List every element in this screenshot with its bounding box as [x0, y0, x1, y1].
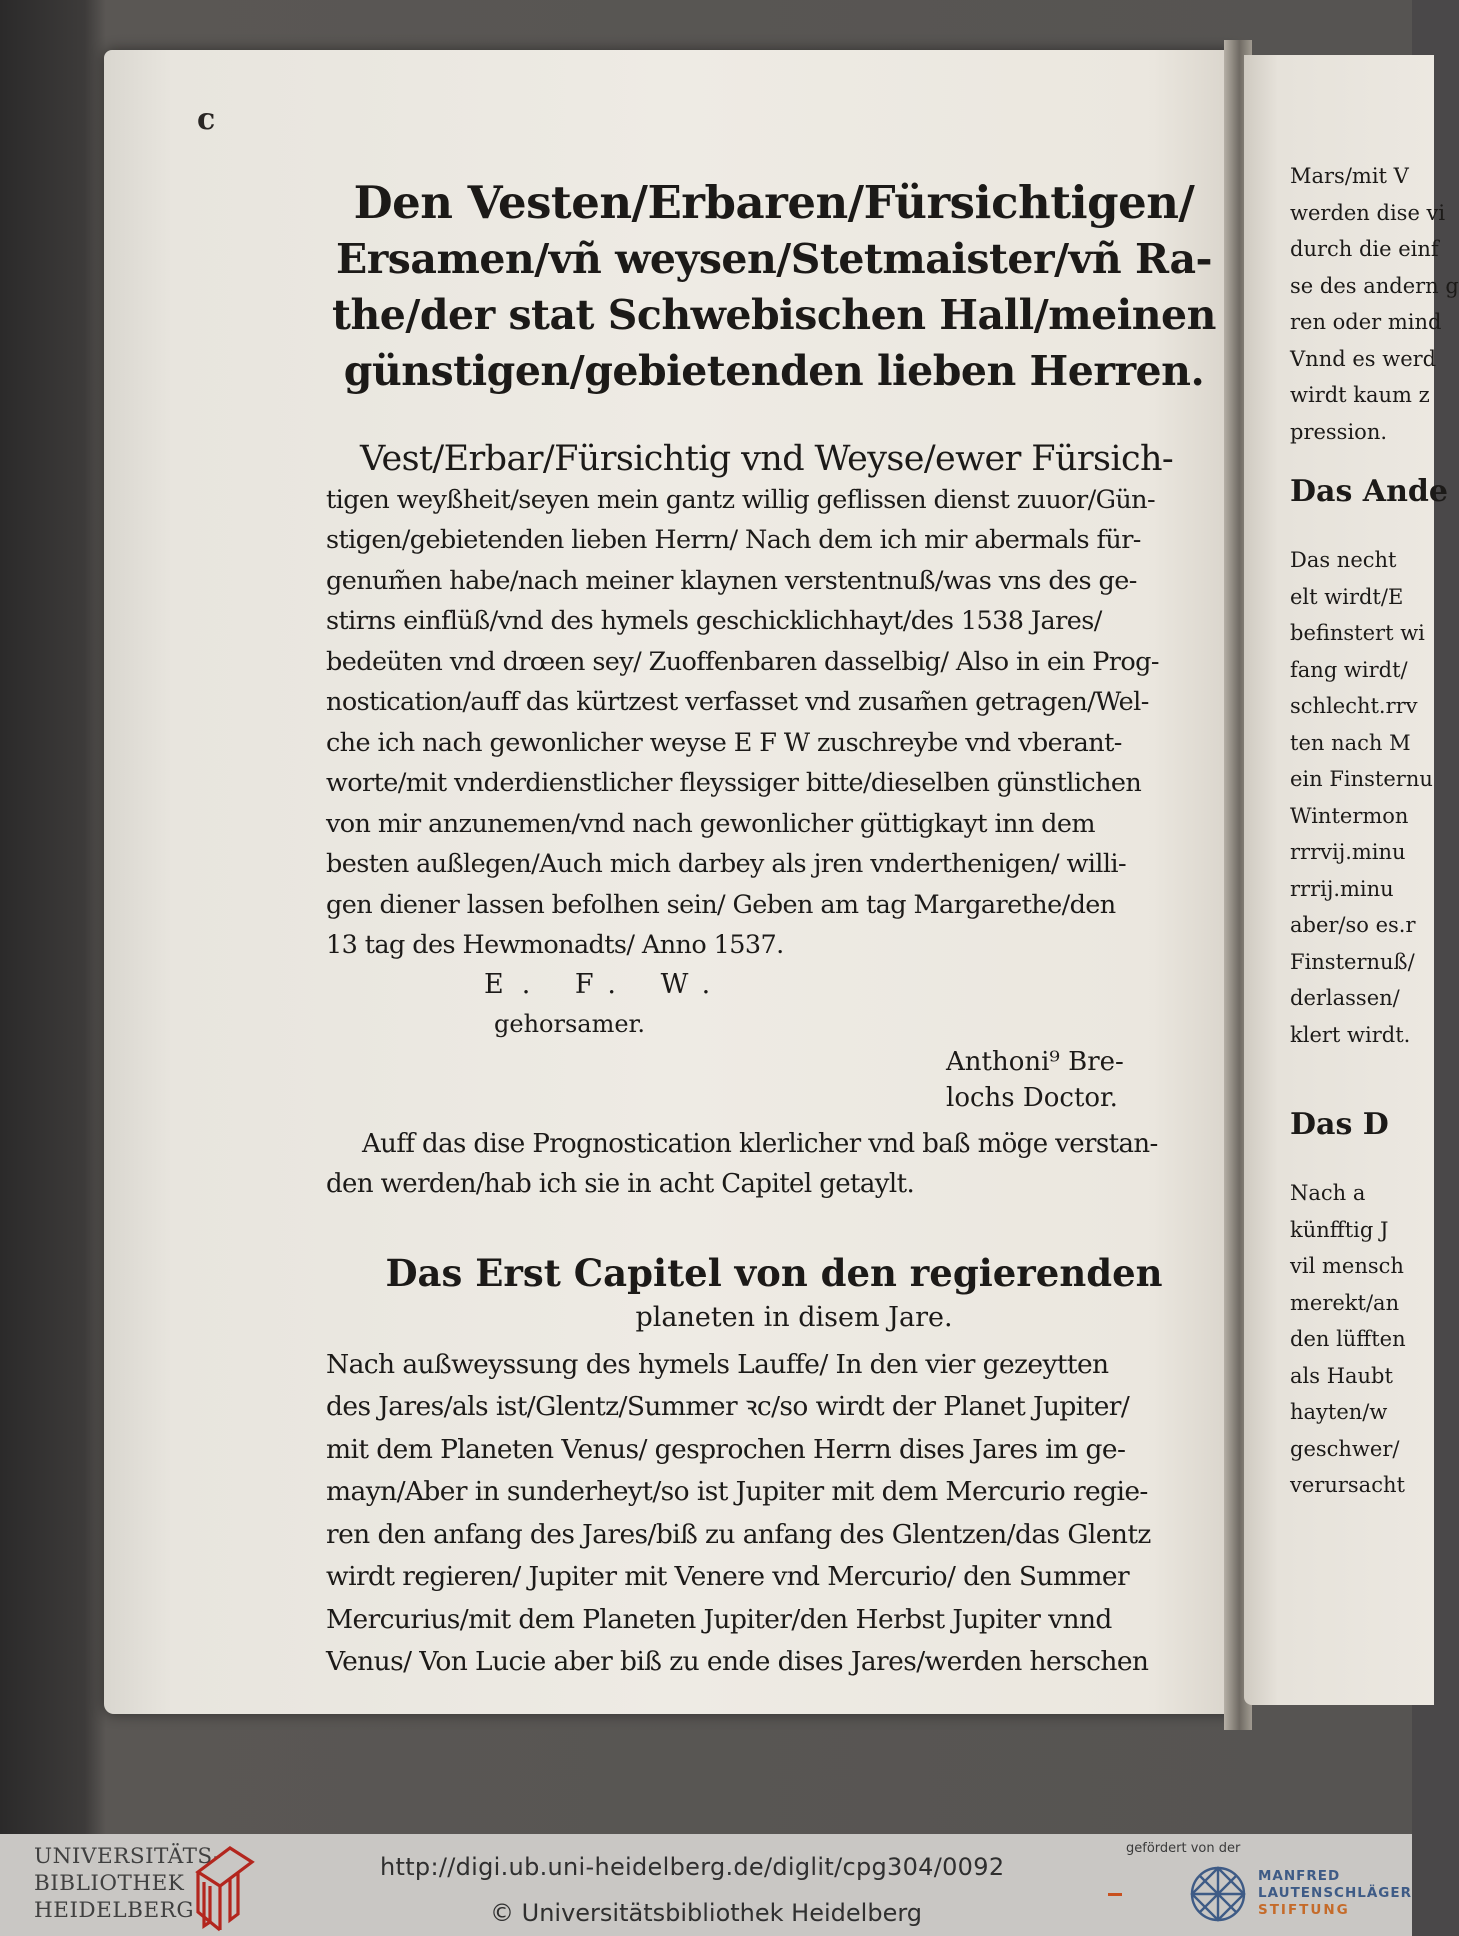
- funded-by-label: gefördert von der: [1126, 1841, 1241, 1856]
- letter-line: che ich nach gewonlicher weyse E F W zuschreybe vnd vberant-: [326, 727, 1122, 758]
- separator-dash: [1108, 1893, 1122, 1896]
- letter-line: genum̃en habe/nach meiner klaynen verstentnuß/was vns des ge-: [326, 565, 1137, 596]
- signature-author-line: Anthoni⁹ Bre-: [946, 1046, 1124, 1077]
- facing-line: elt wirdt/E: [1290, 584, 1404, 609]
- facing-line: Das necht: [1290, 548, 1397, 572]
- facing-heading: Das D: [1290, 1107, 1389, 1142]
- division-note: [326, 1124, 1222, 1204]
- chapter-body: [326, 1344, 1222, 1684]
- copyright-notice: © Universitätsbibliothek Heidelberg: [490, 1899, 923, 1927]
- letter-line: gen diener lassen befolhen sein/ Geben am tag Margarethe/den: [326, 889, 1116, 920]
- foundation-emblem-icon[interactable]: [1186, 1862, 1250, 1926]
- dedication: [326, 175, 1222, 399]
- signature-obedient: gehorsamer.: [494, 1009, 645, 1038]
- left-page-text: [326, 175, 1222, 1684]
- letter-line: besten außlegen/Auch mich darbey als jren vnderthenigen/ willi-: [326, 849, 1126, 879]
- facing-line: aber/so es.r: [1290, 913, 1416, 937]
- facing-line: geschwer/: [1290, 1436, 1400, 1461]
- facing-line: Mars/mit V: [1290, 164, 1409, 188]
- facing-line: Wintermon: [1290, 803, 1409, 828]
- library-emblem-icon[interactable]: [190, 1842, 260, 1932]
- letter-line: bedeüten vnd drœen sey/ Zuoffenbaren dasselbig/ Also in ein Prog-: [326, 646, 1159, 677]
- dedication-line: Den Vesten/Erbaren/Fürsichtigen/: [353, 176, 1195, 229]
- facing-line: durch die einf: [1290, 237, 1439, 261]
- letter-line: tigen weyßheit/seyen mein gantz willig geflissen dienst zuuor/Gün-: [326, 484, 1156, 515]
- signature-author-line: lochs Doctor.: [946, 1082, 1118, 1113]
- note-line: Auff das dise Prognostication klerlicher vnd baß möge verstan-: [362, 1128, 1158, 1159]
- facing-heading: Das Ande: [1290, 474, 1448, 509]
- letter-body: [326, 439, 1222, 966]
- facing-line: rrrij.minu: [1290, 876, 1394, 901]
- facing-line: klert wirdt.: [1290, 1022, 1411, 1047]
- dedication-line: günstigen/gebietenden lieben Herren.: [343, 347, 1205, 395]
- facing-line: verursacht: [1290, 1473, 1405, 1497]
- facing-line: ein Finsternu: [1290, 767, 1433, 791]
- facing-line: pression.: [1290, 419, 1388, 444]
- chapter-line: des Jares/als ist/Glentz/Summer ꝛc/so wirdt der Planet Jupiter/: [326, 1391, 1130, 1422]
- facing-line: vil mensch: [1290, 1254, 1404, 1278]
- facing-line: ten nach M: [1290, 730, 1411, 755]
- permalink-url[interactable]: http://digi.ub.uni-heidelberg.de/diglit/cpg304/0092: [380, 1853, 1005, 1881]
- letter-line: Vest/Erbar/Fürsichtig vnd Weyse/ewer Fürsich-: [360, 439, 1174, 479]
- chapter-line: mit dem Planeten Venus/ gesprochen Herrn dises Jares im ge-: [326, 1433, 1126, 1465]
- chapter-line: ren den anfang des Jares/biß zu anfang des Glentzen/das Glentz: [326, 1518, 1151, 1550]
- library-name-line: UNIVERSITÄTS-: [34, 1844, 222, 1869]
- facing-line: derlassen/: [1290, 986, 1400, 1010]
- facing-line: wirdt kaum z: [1290, 383, 1430, 407]
- chapter-line: Mercurius/mit dem Planeten Jupiter/den Herbst Jupiter vnnd: [326, 1603, 1112, 1635]
- facing-line: Finsternuß/: [1290, 949, 1415, 974]
- letter-line: worte/mit vnderdienstlicher fleyssiger bitte/dieselben günstlichen: [326, 768, 1142, 798]
- facing-line: hayten/w: [1290, 1400, 1388, 1424]
- chapter-line: wirdt regieren/ Jupiter mit Venere vnd Mercurio/ den Summer: [326, 1561, 1130, 1592]
- facing-line: den lüfften: [1290, 1327, 1406, 1351]
- dedication-line: the/der stat Schwebischen Hall/meinen: [332, 291, 1216, 339]
- facing-line: merekt/an: [1290, 1290, 1400, 1315]
- facing-top-lines: [1290, 158, 1459, 450]
- chapter-line: Nach außweyssung des hymels Lauffe/ In den vier gezeytten: [326, 1348, 1109, 1380]
- facing-line: als Haubt: [1290, 1363, 1393, 1388]
- chapter-title: Das Erst Capitel von den regierenden: [385, 1250, 1163, 1295]
- letter-line: von mir anzunemen/vnd nach gewonlicher güttigkayt inn dem: [326, 808, 1095, 839]
- foundation-name[interactable]: [1258, 1868, 1412, 1919]
- facing-line: Vnnd es werd: [1290, 346, 1437, 371]
- chapter-subtitle: planeten in disem Jare.: [635, 1301, 953, 1333]
- margin-mark: c: [197, 102, 216, 137]
- foundation-name-line: LAUTENSCHLÄGER: [1258, 1885, 1413, 1901]
- letter-line: 13 tag des Hewmonadts/ Anno 1537.: [326, 930, 784, 960]
- chapter-line: Venus/ Von Lucie aber biß zu ende dises Jares/werden herschen: [326, 1646, 1149, 1677]
- facing-line: se des andern g: [1290, 273, 1459, 298]
- foundation-name-line: STIFTUNG: [1258, 1902, 1350, 1918]
- facing-line: werden dise vi: [1290, 200, 1446, 225]
- library-name-line: BIBLIOTHEK: [34, 1871, 185, 1896]
- chapter-line: mayn/Aber in sunderheyt/so ist Jupiter mit dem Mercurio regie-: [326, 1476, 1148, 1507]
- facing-line: rrrvij.minu: [1290, 840, 1406, 864]
- facing-line: fang wirdt/: [1290, 657, 1408, 682]
- letter-line: nostication/auff das kürtzest verfasset vnd zusam̃en getragen/Wel-: [326, 687, 1149, 717]
- facing-middle-lines: [1290, 542, 1433, 1053]
- facing-line: künfftig J: [1290, 1217, 1389, 1242]
- library-logo-text[interactable]: [34, 1843, 222, 1924]
- signature-initials: E. F. W.: [484, 968, 729, 1000]
- note-line: den werden/hab ich sie in acht Capitel getaylt.: [326, 1168, 915, 1199]
- library-name-line: HEIDELBERG: [34, 1898, 195, 1923]
- facing-page-text: [1290, 158, 1459, 1504]
- facing-line: ren oder mind: [1290, 310, 1442, 334]
- foundation-name-line: MANFRED: [1258, 1868, 1341, 1884]
- letter-line: stirns einflüß/vnd des hymels geschicklichhayt/des 1538 Jares/: [326, 606, 1102, 636]
- facing-line: Nach a: [1290, 1181, 1366, 1205]
- letter-line: stigen/gebietenden lieben Herrn/ Nach dem ich mir abermals für-: [326, 525, 1141, 555]
- facing-bottom-lines: [1290, 1175, 1420, 1504]
- facing-line: befinstert wi: [1290, 621, 1425, 645]
- facing-line: schlecht.rrv: [1290, 694, 1418, 718]
- dedication-line: Ersamen/vñ weysen/Stetmaister/vñ Ra-: [335, 235, 1213, 283]
